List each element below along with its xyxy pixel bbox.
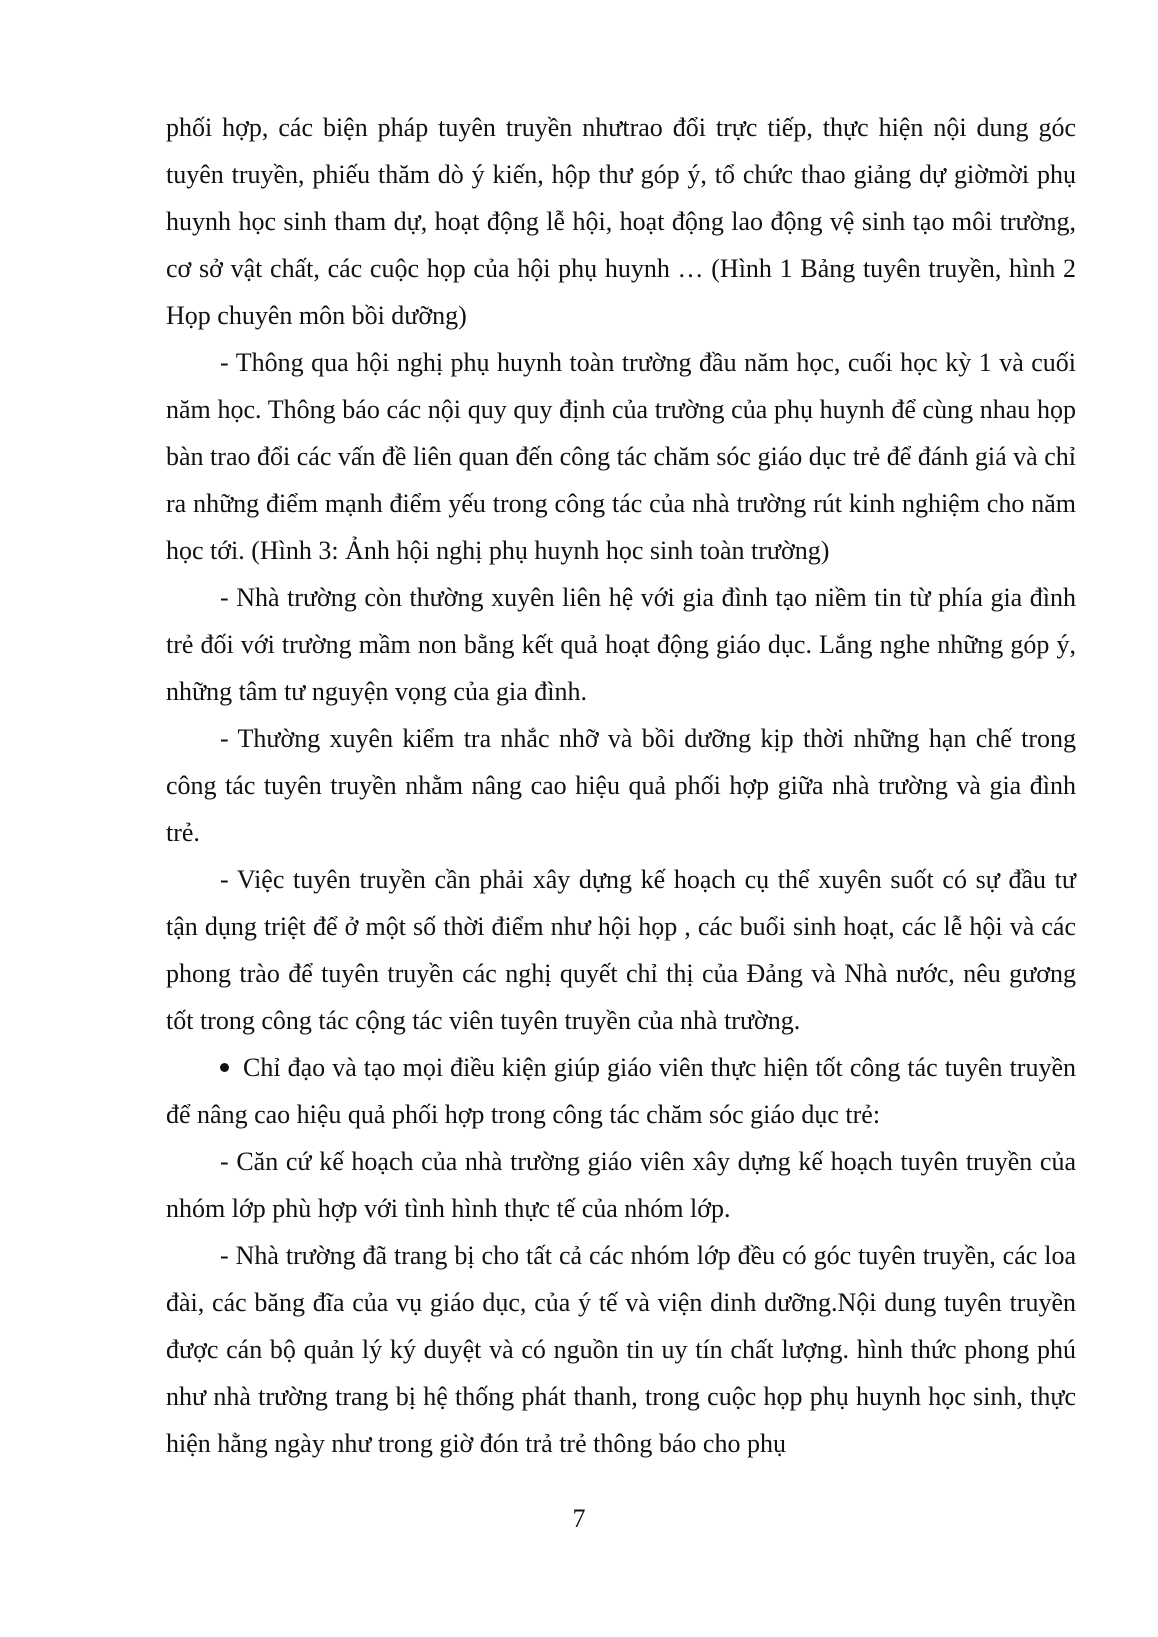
paragraph-2: - Thông qua hội nghị phụ huynh toàn trường đầu năm học, cuối học kỳ 1 và cuối năm học. Thông báo các nội quy quy định của trường của phụ huynh để cùng nhau họp bàn trao đổi các vấn đề liên quan đến công tác chăm sóc giáo dục trẻ để đánh giá và chỉ ra những điểm mạnh điểm yếu trong công tác của nhà trường rút kinh nghiệm cho năm học tới. (Hình 3: Ảnh hội nghị phụ huynh học sinh toàn trường)	[166, 348, 1076, 565]
bullet-icon	[220, 1063, 229, 1072]
paragraph-7: - Căn cứ kế hoạch của nhà trường giáo viên xây dựng kế hoạch tuyên truyền của nhóm lớp phù hợp với tình hình thực tế của nhóm lớp.	[166, 1147, 1076, 1223]
paragraph-4: - Thường xuyên kiểm tra nhắc nhỡ và bồi dưỡng kịp thời những hạn chế trong công tác tuyên truyền nhằm nâng cao hiệu quả phối hợp giữa nhà trường và gia đình trẻ.	[166, 724, 1076, 847]
bullet-paragraph	[166, 1044, 1076, 1138]
paragraph-3: - Nhà trường còn thường xuyên liên hệ với gia đình tạo niềm tin từ phía gia đình trẻ đối với trường mầm non bằng kết quả hoạt động giáo dục. Lắng nghe những góp ý, những tâm tư nguyện vọng của gia đình.	[166, 583, 1076, 706]
paragraph-5: - Việc tuyên truyền cần phải xây dựng kế hoạch cụ thể xuyên suốt có sự đầu tư tận dụng triệt để ở một số thời điểm như hội họp , các buổi sinh hoạt, các lễ hội và các phong trào để tuyên truyền các nghị quyết chỉ thị của Đảng và Nhà nước, nêu gương tốt trong công tác cộng tác viên tuyên truyền của nhà trường.	[166, 865, 1076, 1035]
paragraph-1: phối hợp, các biện pháp tuyên truyền nhưtrao đổi trực tiếp, thực hiện nội dung góc tuyên truyền, phiếu thăm dò ý kiến, hộp thư góp ý, tổ chức thao giảng dự giờmời phụ huynh học sinh tham dự, hoạt động lễ hội, hoạt động lao động vệ sinh tạo môi trường, cơ sở vật chất, các cuộc họp của hội phụ huynh … (Hình 1 Bảng tuyên truyền, hình 2 Họp chuyên môn bồi dưỡng)	[166, 113, 1076, 330]
page-number: 7	[572, 1504, 586, 1533]
bullet-paragraph-text: Chỉ đạo và tạo mọi điều kiện giúp giáo viên thực hiện tốt công tác tuyên truyền để nâng cao hiệu quả phối hợp trong công tác chăm sóc giáo dục trẻ:	[166, 1053, 1076, 1129]
document-page	[166, 104, 1076, 1467]
paragraph-8: - Nhà trường đã trang bị cho tất cả các nhóm lớp đều có góc tuyên truyền, các loa đài, các băng đĩa của vụ giáo dục, của ý tế và viện dinh dưỡng.Nội dung tuyên truyền được cán bộ quản lý ký duyệt và có nguồn tin uy tín chất lượng. hình thức phong phú như nhà trường trang bị hệ thống phát thanh, trong cuộc họp phụ huynh học sinh, thực hiện hằng ngày như trong giờ đón trả trẻ thông báo cho phụ	[166, 1241, 1076, 1458]
